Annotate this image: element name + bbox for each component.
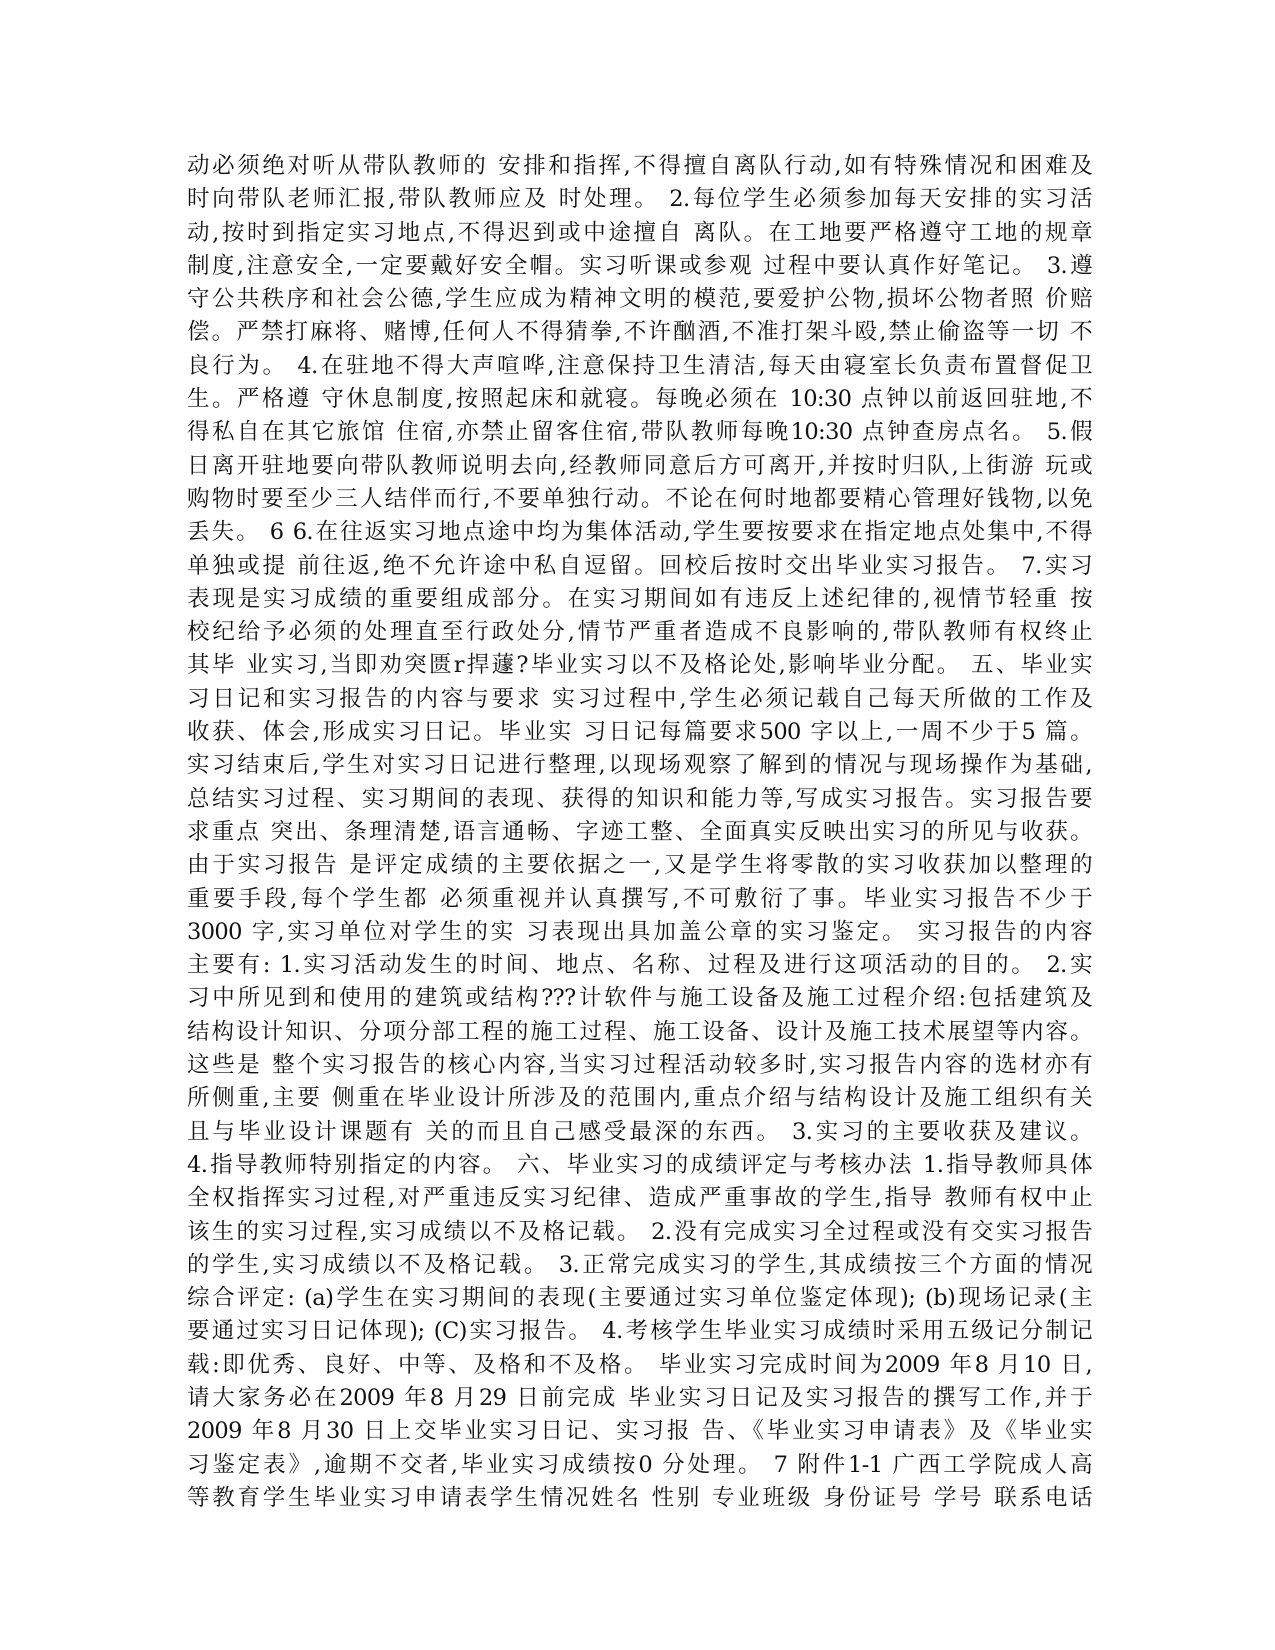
text-line: 结构设计知识、分项分部工程的施工过程、施工设备、设计及施工技术展望等内容。	[187, 1018, 1092, 1045]
text-line: 丢失。 6 6.在往返实习地点途中均为集体活动,学生要按要求在指定地点处集中,不得	[187, 519, 1092, 546]
text-line: 良行为。 4.在驻地不得大声喧哗,注意保持卫生清洁,每天由寝室长负责布置督促卫	[187, 352, 1092, 379]
text-line: 载:即优秀、良好、中等、及格和不及格。 毕业实习完成时间为2009 年8 月10 日,	[187, 1351, 1092, 1378]
text-line: 由于实习报告 是评定成绩的主要依据之一,又是学生将零散的实习收获加以整理的	[187, 852, 1092, 879]
text-line: 购物时要至少三人结伴而行,不要单独行动。不论在何时地都要精心管理好钱物,以免	[187, 485, 1092, 512]
text-line: 该生的实习过程,实习成绩以不及格记载。 2.没有完成实习全过程或没有交实习报告	[187, 1218, 1092, 1245]
text-line: 生。严格遵 守休息制度,按照起床和就寝。每晚必须在 10:30 点钟以前返回驻地,不	[187, 386, 1092, 413]
text-line: 得私自在其它旅馆 住宿,亦禁止留客住宿,带队教师每晚10:30 点钟查房点名。 5.假	[187, 419, 1092, 446]
text-line: 时向带队老师汇报,带队教师应及 时处理。 2.每位学生必须参加每天安排的实习活	[187, 186, 1092, 213]
text-line: 求重点 突出、条理清楚,语言通畅、字迹工整、全面真实反映出实习的所见与收获。	[187, 818, 1092, 845]
text-line: 综合评定: (a)学生在实习期间的表现(主要通过实习单位鉴定体现); (b)现场记录(主	[187, 1285, 1092, 1312]
text-line: 4.指导教师特别指定的内容。 六、毕业实习的成绩评定与考核办法 1.指导教师具体	[187, 1151, 1092, 1178]
text-line: 2009 年8 月30 日上交毕业实习日记、实习报 告、《毕业实习申请表》及《毕业实	[187, 1418, 1092, 1445]
text-line: 实习结束后,学生对实习日记进行整理,以现场观察了解到的情况与现场操作为基础,	[187, 752, 1092, 779]
text-line: 的学生,实习成绩以不及格记载。 3.正常完成实习的学生,其成绩按三个方面的情况	[187, 1251, 1092, 1278]
text-line: 这些是 整个实习报告的核心内容,当实习过程活动较多时,实习报告内容的选材亦有	[187, 1052, 1092, 1079]
text-line: 校纪给予必须的处理直至行政处分,情节严重者造成不良影响的,带队教师有权终止	[187, 619, 1092, 646]
text-line: 单独或提 前往返,绝不允许途中私自逗留。回校后按时交出毕业实习报告。 7.实习	[187, 552, 1092, 579]
text-line: 请大家务必在2009 年8 月29 日前完成 毕业实习日记及实习报告的撰写工作,并于	[187, 1384, 1092, 1411]
text-line: 习中所见到和使用的建筑或结构???计软件与施工设备及施工过程介绍:包括建筑及	[187, 985, 1092, 1012]
text-line: 守公共秩序和社会公德,学生应成为精神文明的模范,要爱护公物,损坏公物者照 价赔	[187, 286, 1092, 313]
text-line: 动必须绝对听从带队教师的 安排和指挥,不得擅自离队行动,如有特殊情况和困难及	[187, 153, 1092, 179]
text-line: 其毕 业实习,当即劝突匮r捍蘧?毕业实习以不及格论处,影响毕业分配。 五、毕业实	[187, 652, 1092, 679]
text-line: 动,按时到指定实习地点,不得迟到或中途擅自 离队。在工地要严格遵守工地的规章	[187, 219, 1092, 246]
text-line: 制度,注意安全,一定要戴好安全帽。实习听课或参观 过程中要认真作好笔记。 3.遵	[187, 252, 1092, 279]
text-line: 收获、体会,形成实习日记。毕业实 习日记每篇要求500 字以上,一周不少于5 篇。	[187, 719, 1092, 746]
text-line: 全权指挥实习过程,对严重违反实习纪律、造成严重事故的学生,指导 教师有权中止	[187, 1185, 1092, 1212]
text-line: 总结实习过程、实习期间的表现、获得的知识和能力等,写成实习报告。实习报告要	[187, 785, 1092, 812]
text-line: 日离开驻地要向带队教师说明去向,经教师同意后方可离开,并按时归队,上街游 玩或	[187, 452, 1092, 479]
text-line: 等教育学生毕业实习申请表学生情况姓名 性别 专业班级 身份证号 学号 联系电话	[187, 1484, 1092, 1511]
text-line: 偿。严禁打麻将、赌博,任何人不得猜拳,不许酗酒,不准打架斗殴,禁止偷盗等一切 不	[187, 319, 1092, 346]
text-line: 要通过实习日记体现); (C)实习报告。 4.考核学生毕业实习成绩时采用五级记分制记	[187, 1318, 1092, 1345]
text-line: 习日记和实习报告的内容与要求 实习过程中,学生必须记载自己每天所做的工作及	[187, 685, 1092, 712]
text-line: 主要有: 1.实习活动发生的时间、地点、名称、过程及进行这项活动的目的。 2.实	[187, 952, 1092, 979]
text-line: 重要手段,每个学生都 必须重视并认真撰写,不可敷衍了事。毕业实习报告不少于	[187, 885, 1092, 912]
text-line: 3000 字,实习单位对学生的实 习表现出具加盖公章的实习鉴定。 实习报告的内容	[187, 918, 1092, 945]
text-line: 所侧重,主要 侧重在毕业设计所涉及的范围内,重点介绍与结构设计及施工组织有关	[187, 1085, 1092, 1112]
body-text	[187, 150, 1092, 1515]
text-line: 习鉴定表》,逾期不交者,毕业实习成绩按0 分处理。 7 附件1-1 广西工学院成人高	[187, 1451, 1092, 1478]
text-line: 且与毕业设计课题有 关的而且自己感受最深的东西。 3.实习的主要收获及建议。	[187, 1118, 1092, 1145]
text-line: 表现是实习成绩的重要组成部分。在实习期间如有违反上述纪律的,视情节轻重 按	[187, 585, 1092, 612]
